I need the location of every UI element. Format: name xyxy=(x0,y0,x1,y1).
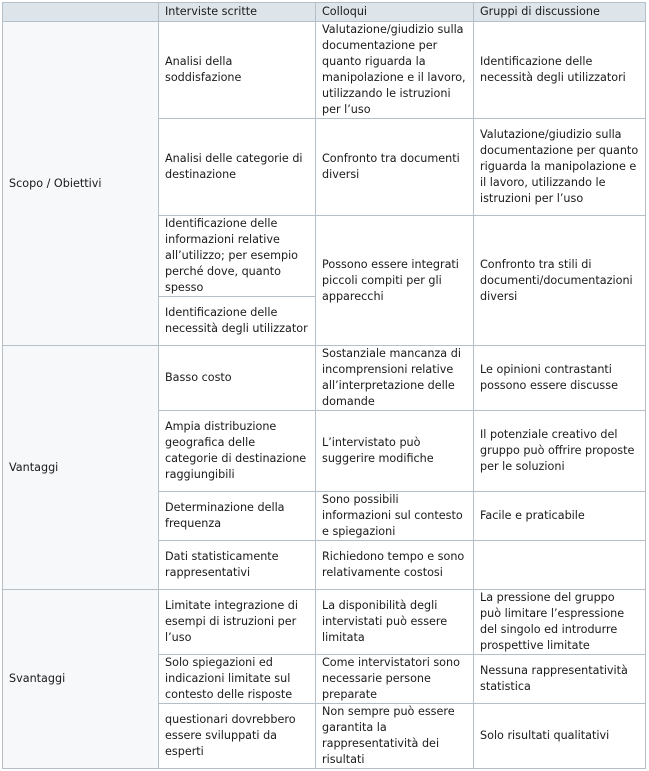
cell-interviste: Analisi delle categorie di destinazione xyxy=(159,119,316,216)
cell-gruppi: La pressione del gruppo può limitare l’espressione del singolo ed introdurre prospettive limitate xyxy=(474,590,646,655)
cell-gruppi: Le opinioni contrastanti possono essere discusse xyxy=(474,346,646,411)
table-row xyxy=(3,590,646,655)
header-empty xyxy=(3,3,159,22)
cell-colloqui: Come intervistatori sono necessarie persone preparate xyxy=(316,655,474,704)
cell-interviste: Analisi della soddisfazione xyxy=(159,22,316,119)
cell-gruppi: Facile e praticabile xyxy=(474,492,646,541)
cell-interviste: Basso costo xyxy=(159,346,316,411)
cell-gruppi: Nessuna rappresentatività statistica xyxy=(474,655,646,704)
table-row xyxy=(3,22,646,119)
cell-interviste: Identificazione delle informazioni relative all’utilizzo; per esempio perché dove, quanto spesso xyxy=(159,216,316,297)
cell-colloqui: Valutazione/giudizio sulla documentazione per quanto riguarda la manipolazione e il lavoro, utilizzando le istruzioni per l’uso xyxy=(316,22,474,119)
cell-colloqui: Richiedono tempo e sono relativamente costosi xyxy=(316,541,474,590)
cell-colloqui: La disponibilità degli intervistati può essere limitata xyxy=(316,590,474,655)
row-group-label-svantaggi: Svantaggi xyxy=(3,590,159,769)
cell-interviste: questionari dovrebbero essere sviluppati da esperti xyxy=(159,704,316,769)
comparison-table xyxy=(2,2,646,769)
cell-interviste: Dati statisticamente rappresentativi xyxy=(159,541,316,590)
cell-interviste: Solo spiegazioni ed indicazioni limitate sul contesto delle risposte xyxy=(159,655,316,704)
header-row xyxy=(3,3,646,22)
cell-gruppi xyxy=(474,541,646,590)
cell-gruppi: Solo risultati qualitativi xyxy=(474,704,646,769)
table-header xyxy=(3,3,646,22)
cell-interviste: Limitate integrazione di esempi di istruzioni per l’uso xyxy=(159,590,316,655)
table-row xyxy=(3,346,646,411)
cell-gruppi: Confronto tra stili di documenti/documentazioni diversi xyxy=(474,216,646,346)
table-body xyxy=(3,22,646,769)
cell-colloqui: Confronto tra documenti diversi xyxy=(316,119,474,216)
header-gruppi-di-discussione: Gruppi di discussione xyxy=(474,3,646,22)
cell-colloqui: Sono possibili informazioni sul contesto e spiegazioni xyxy=(316,492,474,541)
cell-colloqui: Possono essere integrati piccoli compiti per gli apparecchi xyxy=(316,216,474,346)
header-colloqui: Colloqui xyxy=(316,3,474,22)
row-group-label-scopo: Scopo / Obiettivi xyxy=(3,22,159,346)
cell-colloqui: L’intervistato può suggerire modifiche xyxy=(316,411,474,492)
cell-interviste: Determinazione della frequenza xyxy=(159,492,316,541)
cell-interviste: Identificazione delle necessità degli utilizzator xyxy=(159,297,316,346)
cell-gruppi: Valutazione/giudizio sulla documentazione per quanto riguarda la manipolazione e il lavoro, utilizzando le istruzioni per l’uso xyxy=(474,119,646,216)
cell-interviste: Ampia distribuzione geografica delle categorie di destinazione raggiungibili xyxy=(159,411,316,492)
cell-gruppi: Identificazione delle necessità degli utilizzatori xyxy=(474,22,646,119)
cell-colloqui: Sostanziale mancanza di incomprensioni relative all’interpretazione delle domande xyxy=(316,346,474,411)
cell-colloqui: Non sempre può essere garantita la rappresentatività dei risultati xyxy=(316,704,474,769)
cell-gruppi: Il potenziale creativo del gruppo può offrire proposte per le soluzioni xyxy=(474,411,646,492)
row-group-label-vantaggi: Vantaggi xyxy=(3,346,159,590)
header-interviste-scritte: Interviste scritte xyxy=(159,3,316,22)
